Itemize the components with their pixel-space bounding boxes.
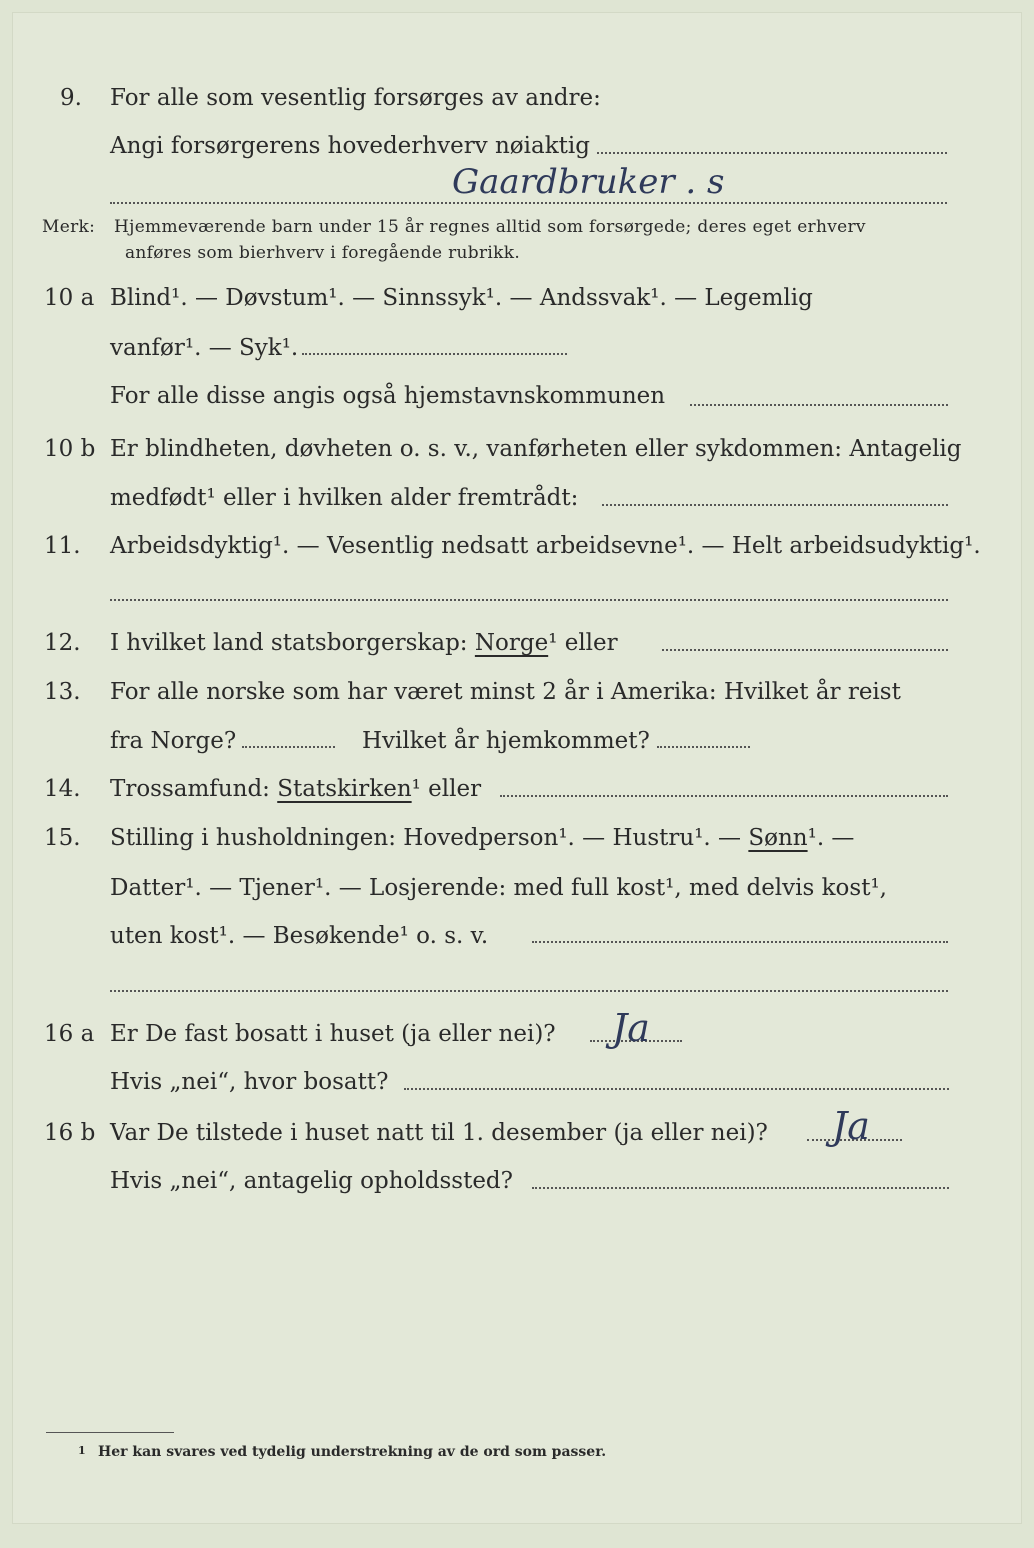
q14-line: [110, 775, 481, 803]
q9-handwritten-answer: Gaardbruker . s: [452, 162, 725, 202]
q10b-answer-line: [602, 504, 948, 506]
q16a-handwritten-answer: Ja: [612, 1006, 650, 1050]
q12-eller: ¹ eller: [548, 630, 618, 656]
q10a-line2: vanfør¹. — Syk¹.: [110, 335, 299, 361]
q16a-number: 16 a: [44, 1021, 95, 1047]
q13-hjemkommet-answer-line: [657, 746, 750, 748]
q9-line1: For alle som vesentlig forsørges av andre:: [110, 85, 601, 111]
footnote-mark: 1: [78, 1444, 86, 1457]
q12-line: [110, 629, 618, 657]
q10b-number: 10 b: [44, 436, 96, 462]
q12-answer-norge: Norge: [474, 630, 549, 656]
footnote-rule: [46, 1432, 174, 1433]
q16b-line1: Var De tilstede i huset natt til 1. desember (ja eller nei)?: [110, 1120, 768, 1146]
q12-prompt: I hvilket land statsborgerskap:: [110, 630, 468, 656]
q12-answer-line: [662, 649, 948, 651]
q16b-line2: Hvis „nei“, antagelig opholdssted?: [110, 1168, 513, 1194]
merk-label: Merk:: [42, 217, 96, 237]
q14-number: 14.: [44, 776, 81, 802]
q11-number: 11.: [44, 533, 81, 559]
q15-answer-sonn: Sønn: [748, 825, 808, 851]
merk-line2: anføres som bierhverv i foregående rubrikk.: [125, 243, 521, 263]
q15-line3: uten kost¹. — Besøkende¹ o. s. v.: [110, 923, 489, 949]
q14-prompt: Trossamfund:: [110, 776, 270, 802]
q15-line1: [110, 824, 854, 852]
census-form-page: [12, 12, 1022, 1524]
q10a-hjemstavn-answer-line: [690, 404, 948, 406]
q14-eller: ¹ eller: [411, 776, 482, 802]
q9-answer-line-2: [110, 202, 947, 204]
q13-reist-answer-line: [242, 746, 335, 748]
q16b-number: 16 b: [44, 1120, 96, 1146]
footnote-text: Her kan svares ved tydelig understrekning av de ord som passer.: [98, 1444, 607, 1460]
q14-answer-statskirken: Statskirken: [277, 776, 412, 802]
q16a-bosatt-answer-line: [404, 1088, 949, 1090]
q13-line2b: Hvilket år hjemkommet?: [362, 728, 650, 754]
merk-line1: Hjemmeværende barn under 15 år regnes alltid som forsørgede; deres eget erhverv: [114, 217, 866, 237]
q10b-line1: Er blindheten, døvheten o. s. v., vanførheten eller sykdommen: Antagelig: [110, 436, 962, 462]
q14-answer-line: [500, 795, 948, 797]
q13-number: 13.: [44, 679, 81, 705]
q15-line1-text: Stilling i husholdningen: Hovedperson¹. — Hustru¹. —: [110, 825, 742, 851]
q10b-line2: medfødt¹ eller i hvilken alder fremtrådt:: [110, 485, 579, 511]
q15-line2: Datter¹. — Tjener¹. — Losjerende: med full kost¹, med delvis kost¹,: [110, 875, 887, 901]
q11-line1: Arbeidsdyktig¹. — Vesentlig nedsatt arbeidsevne¹. — Helt arbeidsudyktig¹.: [110, 533, 981, 559]
q9-answer-line-1: [597, 152, 947, 154]
q13-line2a: fra Norge?: [110, 728, 237, 754]
q15-line1-end: ¹. —: [807, 825, 855, 851]
q9-number: 9.: [60, 85, 82, 111]
q15-answer-line-1: [532, 941, 948, 943]
q10a-line1: Blind¹. — Døvstum¹. — Sinnssyk¹. — Andssvak¹. — Legemlig: [110, 285, 813, 311]
q16b-opholdssted-answer-line: [532, 1187, 949, 1189]
q13-line1: For alle norske som har været minst 2 år i Amerika: Hvilket år reist: [110, 679, 901, 705]
q12-number: 12.: [44, 630, 81, 656]
q10a-number: 10 a: [44, 285, 95, 311]
q9-line2: Angi forsørgerens hovederhverv nøiaktig: [110, 133, 590, 159]
q16a-line1: Er De fast bosatt i huset (ja eller nei)?: [110, 1021, 556, 1047]
q16a-line2: Hvis „nei“, hvor bosatt?: [110, 1069, 389, 1095]
q10a-syk-answer-line: [302, 353, 567, 355]
q15-answer-line-2: [110, 990, 948, 992]
q11-answer-line: [110, 599, 948, 601]
q10a-line3: For alle disse angis også hjemstavnskommunen: [110, 383, 666, 409]
q15-number: 15.: [44, 825, 81, 851]
q16b-handwritten-answer: Ja: [832, 1104, 870, 1148]
